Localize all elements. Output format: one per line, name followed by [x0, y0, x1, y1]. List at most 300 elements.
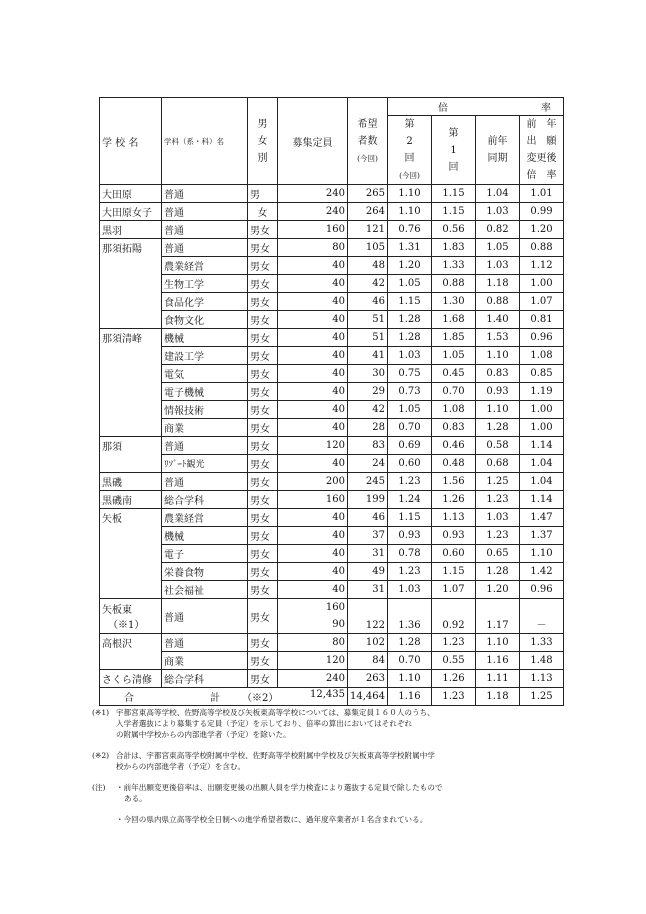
ratio-prev: 0.88 — [476, 293, 520, 311]
ratio-prev: 1.53 — [476, 329, 520, 347]
dept-name: 普通 — [162, 599, 248, 634]
h-prevc-line: 変更後 — [526, 153, 557, 164]
ratio-prev-change: 0.81 — [520, 311, 564, 329]
ratio-first: 0.88 — [432, 275, 476, 293]
dept-name: 食品化学 — [162, 293, 248, 311]
ratio-first: 1.07 — [432, 581, 476, 599]
school-name-line: 矢板東 — [102, 605, 132, 616]
ratio-first: 1.08 — [432, 401, 476, 419]
h-app-line: 者数 — [357, 135, 378, 147]
table-row — [100, 365, 564, 383]
dept-name: 普通 — [162, 634, 248, 652]
applicants: 30 — [348, 365, 388, 383]
applicants: 28 — [348, 419, 388, 437]
table-row — [100, 437, 564, 455]
school-name — [100, 527, 162, 545]
gender: 男女 — [248, 509, 278, 527]
h-second-line: 2 — [406, 136, 413, 147]
ratio-prev-change: 1.14 — [520, 437, 564, 455]
gender: 男女 — [248, 257, 278, 275]
school-name: 那須清峰 — [100, 329, 162, 347]
school-name: 矢板 — [100, 509, 162, 527]
ratio-prev-change: 0.96 — [520, 329, 564, 347]
ratio-prev-change: 1.47 — [520, 509, 564, 527]
footnote-3-line: ある。 — [124, 794, 147, 803]
ratio-prev-change: 1.04 — [520, 455, 564, 473]
table-row — [100, 419, 564, 437]
school-name — [100, 275, 162, 293]
capacity: 40 — [278, 581, 348, 599]
footnote-2-line: 校からの内部進学者（予定）を含む。 — [116, 762, 246, 771]
applicants: 105 — [348, 239, 388, 257]
ratio-first: 1.33 — [432, 257, 476, 275]
capacity: 40 — [278, 563, 348, 581]
capacity: 40 — [278, 365, 348, 383]
header-applicants — [348, 98, 388, 185]
capacity: 80 — [278, 239, 348, 257]
h-prevc-line: 出 願 — [526, 136, 557, 147]
ratio-prev-change: － — [520, 599, 564, 634]
table-row — [100, 221, 564, 239]
gender: 男女 — [248, 527, 278, 545]
header-prev — [476, 116, 520, 185]
total-capacity: 12,435 — [310, 689, 345, 700]
footnote-1-line: 入学者選抜により募集する定員（予定）を示しており、倍率の算出においてはそれぞれ — [116, 719, 413, 728]
dept-name: 電子 — [162, 545, 248, 563]
ratio-prev: 1.10 — [476, 347, 520, 365]
ratio-second: 1.05 — [388, 275, 432, 293]
school-name — [100, 257, 162, 275]
school-name — [100, 365, 162, 383]
dept-name: 普通 — [162, 221, 248, 239]
school-name: 大田原女子 — [100, 203, 162, 221]
dept-name: 建設工学 — [162, 347, 248, 365]
ratio-first: 0.92 — [432, 599, 476, 634]
school-name: 大田原 — [100, 185, 162, 203]
gender: 男女 — [248, 599, 278, 634]
applicants: 29 — [348, 383, 388, 401]
ratio-prev-change: 1.01 — [520, 185, 564, 203]
ratio-prev: 1.18 — [476, 275, 520, 293]
h-prevc-line: 倍 率 — [526, 170, 557, 181]
ratio-prev: 1.20 — [476, 581, 520, 599]
capacity: 40 — [278, 509, 348, 527]
ratio-first: 1.23 — [432, 634, 476, 652]
ratio-second: 1.28 — [388, 311, 432, 329]
ratio-prev: 1.11 — [476, 670, 520, 688]
total-label-b: 計 — [210, 693, 220, 704]
capacity: 40 — [278, 419, 348, 437]
total-applicants: 14,464 — [348, 688, 388, 706]
applicants: 83 — [348, 437, 388, 455]
ratio-first: 0.46 — [432, 437, 476, 455]
capacity: 120 — [278, 437, 348, 455]
gender: 男女 — [248, 634, 278, 652]
school-name — [100, 545, 162, 563]
ratio-second: 1.15 — [388, 509, 432, 527]
dept-name: 電子機械 — [162, 383, 248, 401]
table-row — [100, 311, 564, 329]
footnote-1-mark: (※1) — [92, 708, 110, 717]
table-row — [100, 401, 564, 419]
capacity: 240 — [278, 203, 348, 221]
ratio-prev-change: 1.37 — [520, 527, 564, 545]
dept-name: 農業経営 — [162, 509, 248, 527]
ratio-first: 0.45 — [432, 365, 476, 383]
table-row — [100, 527, 564, 545]
ratio-prev-change: 1.07 — [520, 293, 564, 311]
footnote-3-line: ・前年出願変更後倍率は、出願変更後の出願人員を学力検査により選抜する定員で除したもので — [116, 783, 443, 792]
ratio-first: 0.60 — [432, 545, 476, 563]
total-label-a: 合 — [124, 693, 134, 704]
h-second-line: (今回) — [399, 171, 420, 180]
ratio-prev: 1.17 — [476, 599, 520, 634]
gender: 男女 — [248, 545, 278, 563]
applicants: 245 — [348, 473, 388, 491]
table-row — [100, 563, 564, 581]
applicants: 37 — [348, 527, 388, 545]
applicants: 121 — [348, 221, 388, 239]
total-ratio-prev-change: 1.25 — [520, 688, 564, 706]
ratio-second: 1.31 — [388, 239, 432, 257]
ratio-second: 0.70 — [388, 419, 432, 437]
gender: 男女 — [248, 311, 278, 329]
applicants: 46 — [348, 509, 388, 527]
capacity: 40 — [278, 275, 348, 293]
school-name — [100, 455, 162, 473]
ratio-prev: 0.58 — [476, 437, 520, 455]
capacity: 80 — [278, 634, 348, 652]
dept-name: 総合学科 — [162, 670, 248, 688]
total-note: （※2） — [242, 693, 279, 704]
ratio-prev: 1.03 — [476, 509, 520, 527]
capacity — [278, 599, 348, 634]
applicants: 42 — [348, 401, 388, 419]
capacity: 40 — [278, 455, 348, 473]
header-prev-change — [520, 116, 564, 185]
ratio-second: 0.93 — [388, 527, 432, 545]
h-prev-line: 同期 — [487, 153, 508, 164]
dept-name: 生物工学 — [162, 275, 248, 293]
dept-name: 総合学科 — [162, 491, 248, 509]
total-ratio-first: 1.23 — [432, 688, 476, 706]
capacity: 40 — [278, 383, 348, 401]
capacity-line: 160 — [325, 602, 345, 613]
header-ratio-group — [388, 98, 564, 116]
gender: 男女 — [248, 383, 278, 401]
table-row — [100, 203, 564, 221]
gender: 男女 — [248, 365, 278, 383]
ratio-first: 0.48 — [432, 455, 476, 473]
table-row — [100, 383, 564, 401]
capacity: 160 — [278, 491, 348, 509]
applicants: 49 — [348, 563, 388, 581]
capacity: 40 — [278, 347, 348, 365]
ratio-prev-change: 1.12 — [520, 257, 564, 275]
gender: 男女 — [248, 563, 278, 581]
ratio-second: 1.05 — [388, 401, 432, 419]
ratio-second: 0.76 — [388, 221, 432, 239]
ratio-prev-change: 1.10 — [520, 545, 564, 563]
ratio-prev: 1.28 — [476, 419, 520, 437]
gender: 男女 — [248, 419, 278, 437]
footnote-3 — [92, 782, 552, 804]
header-school: 学 校 名 — [100, 98, 162, 185]
ratio-prev-change: 0.96 — [520, 581, 564, 599]
school-name — [100, 581, 162, 599]
ratio-prev: 1.03 — [476, 203, 520, 221]
ratio-first: 1.30 — [432, 293, 476, 311]
applicant-ratio-table — [99, 97, 564, 706]
applicants: 31 — [348, 581, 388, 599]
table-row — [100, 455, 564, 473]
applicants: 84 — [348, 652, 388, 670]
ratio-second: 1.24 — [388, 491, 432, 509]
dept-name: 商業 — [162, 652, 248, 670]
school-name: 黒羽 — [100, 221, 162, 239]
gender: 男女 — [248, 275, 278, 293]
dept-name: 機械 — [162, 329, 248, 347]
ratio-prev: 1.28 — [476, 563, 520, 581]
gender: 男女 — [248, 652, 278, 670]
dept-name: 栄養食物 — [162, 563, 248, 581]
dept-name: 社会福祉 — [162, 581, 248, 599]
ratio-first: 1.15 — [432, 203, 476, 221]
school-note: （※1） — [108, 620, 145, 631]
ratio-second: 1.28 — [388, 634, 432, 652]
dept-name: 普通 — [162, 473, 248, 491]
ratio-prev-change: 1.14 — [520, 491, 564, 509]
table-row — [100, 275, 564, 293]
ratio-second: 1.28 — [388, 329, 432, 347]
dept-name: 普通 — [162, 239, 248, 257]
ratio-first: 0.55 — [432, 652, 476, 670]
footnote-1 — [92, 707, 552, 740]
capacity: 40 — [278, 293, 348, 311]
table-row — [100, 491, 564, 509]
header-capacity: 募集定員 — [278, 98, 348, 185]
capacity: 40 — [278, 311, 348, 329]
dept-name: 普通 — [162, 185, 248, 203]
dept-name: 商業 — [162, 419, 248, 437]
ratio-second: 1.23 — [388, 563, 432, 581]
ratio-prev: 0.93 — [476, 383, 520, 401]
applicants: 263 — [348, 670, 388, 688]
ratio-prev: 0.68 — [476, 455, 520, 473]
total-ratio-second: 1.16 — [388, 688, 432, 706]
ratio-prev: 1.04 — [476, 185, 520, 203]
total-row — [100, 688, 564, 706]
school-name: 那須 — [100, 437, 162, 455]
table-row — [100, 185, 564, 203]
footnote-2-line: 合計は、宇都宮東高等学校附属中学校、佐野高等学校附属中学校及び矢板東高等学校附属中学 — [116, 751, 435, 760]
table-row — [100, 634, 564, 652]
ratio-prev-change: 1.20 — [520, 221, 564, 239]
ratio-prev: 1.40 — [476, 311, 520, 329]
applicants: 199 — [348, 491, 388, 509]
table-row — [100, 581, 564, 599]
ratio-prev: 1.25 — [476, 473, 520, 491]
applicants: 102 — [348, 634, 388, 652]
ratio-prev: 1.10 — [476, 634, 520, 652]
ratio-prev: 0.65 — [476, 545, 520, 563]
h-first-line: 回 — [448, 161, 459, 173]
footnotes — [92, 707, 552, 835]
footnote-2 — [92, 750, 552, 772]
h-second-line: 第 — [404, 119, 415, 130]
header-first — [432, 116, 476, 185]
school-name: 高根沢 — [100, 634, 162, 652]
footnote-3-mark: (注) — [92, 783, 106, 792]
dept-name: 機械 — [162, 527, 248, 545]
ratio-second: 0.69 — [388, 437, 432, 455]
school-name — [100, 599, 162, 634]
capacity-line: 90 — [332, 619, 345, 630]
dept-name: 情報技術 — [162, 401, 248, 419]
ratio-second: 0.70 — [388, 652, 432, 670]
school-name — [100, 652, 162, 670]
capacity: 200 — [278, 473, 348, 491]
school-name: 那須拓陽 — [100, 239, 162, 257]
ratio-prev-change: 1.00 — [520, 419, 564, 437]
footnote-4 — [92, 814, 552, 825]
school-name: 黒磯南 — [100, 491, 162, 509]
ratio-second: 0.73 — [388, 383, 432, 401]
ratio-second: 1.03 — [388, 347, 432, 365]
ratio-second: 1.20 — [388, 257, 432, 275]
ratio-prev-change: 0.99 — [520, 203, 564, 221]
total-label — [100, 688, 348, 706]
capacity: 40 — [278, 329, 348, 347]
ratio-second: 1.23 — [388, 473, 432, 491]
ratio-prev-change: 1.42 — [520, 563, 564, 581]
capacity: 40 — [278, 545, 348, 563]
applicants: 41 — [348, 347, 388, 365]
table-row — [100, 652, 564, 670]
ratio-first: 1.85 — [432, 329, 476, 347]
capacity: 120 — [278, 652, 348, 670]
school-name — [100, 419, 162, 437]
ratio-prev-change: 1.04 — [520, 473, 564, 491]
school-name — [100, 347, 162, 365]
ratio-second: 1.10 — [388, 670, 432, 688]
ratio-second: 1.10 — [388, 185, 432, 203]
ratio-prev-change: 1.13 — [520, 670, 564, 688]
table-row — [100, 509, 564, 527]
gender: 男女 — [248, 221, 278, 239]
ratio-prev-change: 1.08 — [520, 347, 564, 365]
ratio-prev: 0.83 — [476, 365, 520, 383]
school-name — [100, 311, 162, 329]
applicants: 48 — [348, 257, 388, 275]
applicants: 24 — [348, 455, 388, 473]
gender: 男女 — [248, 239, 278, 257]
table-row — [100, 257, 564, 275]
table-row — [100, 329, 564, 347]
ratio-prev-change: 1.33 — [520, 634, 564, 652]
gender: 男女 — [248, 455, 278, 473]
ratio-prev: 1.10 — [476, 401, 520, 419]
ratio-first: 1.15 — [432, 185, 476, 203]
applicants: 31 — [348, 545, 388, 563]
capacity: 40 — [278, 257, 348, 275]
capacity: 40 — [278, 527, 348, 545]
gender: 男女 — [248, 670, 278, 688]
ratio-second: 0.60 — [388, 455, 432, 473]
capacity: 240 — [278, 670, 348, 688]
h-prevc-line: 前 年 — [526, 119, 557, 130]
footnote-1-line: 宇都宮東高等学校、佐野高等学校及び矢板東高等学校については、募集定員１６０人のうち、 — [116, 708, 435, 717]
applicants: 42 — [348, 275, 388, 293]
applicants: 46 — [348, 293, 388, 311]
capacity: 240 — [278, 185, 348, 203]
gender: 男女 — [248, 437, 278, 455]
h-gender-line: 別 — [257, 152, 268, 164]
ratio-first: 0.93 — [432, 527, 476, 545]
ratio-first: 0.56 — [432, 221, 476, 239]
applicants: 122 — [348, 599, 388, 634]
gender: 男女 — [248, 347, 278, 365]
gender: 女 — [248, 203, 278, 221]
ratio-prev: 1.05 — [476, 239, 520, 257]
ratio-second: 1.03 — [388, 581, 432, 599]
ratio-second: 0.78 — [388, 545, 432, 563]
table-row — [100, 670, 564, 688]
ratio-second: 1.10 — [388, 203, 432, 221]
capacity: 160 — [278, 221, 348, 239]
ratio-prev: 1.23 — [476, 527, 520, 545]
gender: 男女 — [248, 581, 278, 599]
ratio-first: 0.83 — [432, 419, 476, 437]
ratio-prev-change: 0.88 — [520, 239, 564, 257]
gender: 男女 — [248, 401, 278, 419]
ratio-prev: 1.16 — [476, 652, 520, 670]
ratio-second: 1.15 — [388, 293, 432, 311]
ratio-first: 0.70 — [432, 383, 476, 401]
ratio-second: 0.75 — [388, 365, 432, 383]
h-app-line: (今回) — [357, 153, 378, 163]
applicants: 264 — [348, 203, 388, 221]
footnote-4-line: ・今回の県内県立高等学校全日制への進学希望者数に、過年度卒業者が１名含まれている。 — [116, 815, 428, 824]
header-second — [388, 116, 432, 185]
gender: 男 — [248, 185, 278, 203]
h-gender-line: 男 — [257, 118, 268, 130]
applicants: 51 — [348, 311, 388, 329]
applicants: 265 — [348, 185, 388, 203]
gender: 男女 — [248, 473, 278, 491]
school-name — [100, 563, 162, 581]
ratio-prev: 0.82 — [476, 221, 520, 239]
ratio-first: 1.83 — [432, 239, 476, 257]
ratio-first: 1.68 — [432, 311, 476, 329]
footnote-1-line: の附属中学校からの内部進学者（予定）を除いた。 — [116, 730, 291, 739]
applicants: 51 — [348, 329, 388, 347]
gender: 男女 — [248, 329, 278, 347]
ratio-prev-change: 1.48 — [520, 652, 564, 670]
footnote-2-mark: (※2) — [92, 751, 110, 760]
h-gender-line: 女 — [257, 135, 268, 147]
dept-name: 普通 — [162, 203, 248, 221]
table-row — [100, 545, 564, 563]
dept-name: ﾘｿﾞｰﾄ観光 — [162, 455, 248, 473]
h-first-line: 1 — [450, 144, 457, 156]
ratio-prev-change: 1.19 — [520, 383, 564, 401]
h-app-line: 希望 — [357, 118, 378, 130]
dept-name: 食物文化 — [162, 311, 248, 329]
header-ratio-a: 倍 — [438, 103, 448, 114]
ratio-first: 1.56 — [432, 473, 476, 491]
header-gender — [248, 98, 278, 185]
